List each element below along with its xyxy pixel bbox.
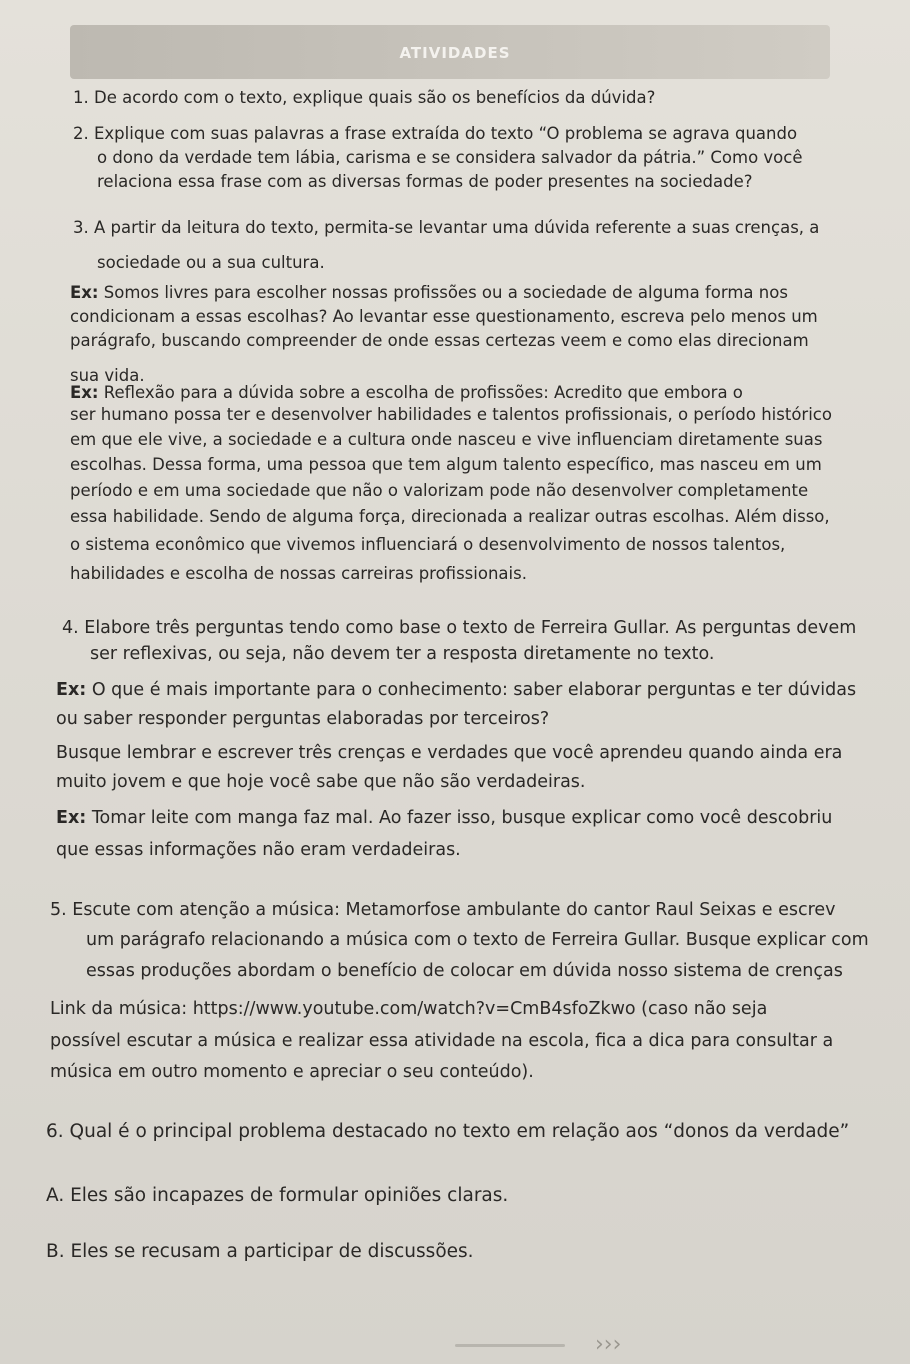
question-1: 1. De acordo com o texto, explique quais são os benefícios da dúvida? [73, 88, 656, 107]
example-3-line-4: sua vida. [70, 366, 145, 385]
question-4-line-2: ser reflexivas, ou seja, não devem ter a resposta diretamente no texto. [90, 644, 715, 664]
option-a: A. Eles são incapazes de formular opiniões claras. [46, 1185, 509, 1206]
example-4-line-1: Ex: O que é mais importante para o conhecimento: saber elaborar perguntas e ter dúvidas [56, 680, 857, 700]
reflection-line-7: o sistema econômico que vivemos influenciará o desenvolvimento de nossos talentos, [70, 535, 786, 554]
question-6: 6. Qual é o principal problema destacado no texto em relação aos “donos da verdade” [46, 1121, 850, 1142]
question-5-line-3: essas produções abordam o benefício de colocar em dúvida nosso sistema de crenças [86, 961, 843, 981]
example-4-line-2: ou saber responder perguntas elaboradas por terceiros? [56, 709, 550, 729]
page-title: ATIVIDADES [399, 44, 511, 62]
example-label: Ex: [70, 283, 99, 302]
question-3-line-1: 3. A partir da leitura do texto, permita-se levantar uma dúvida referente a suas crenças, a [73, 218, 820, 237]
beliefs-line-2: muito jovem e que hoje você sabe que não são verdadeiras. [56, 772, 586, 792]
example-label: Ex: [56, 680, 87, 700]
question-3-line-2: sociedade ou a sua cultura. [97, 253, 325, 272]
beliefs-example-line-2: que essas informações não eram verdadeiras. [56, 840, 461, 860]
beliefs-example-line-1: Ex: Tomar leite com manga faz mal. Ao fazer isso, busque explicar como você descobriu [56, 808, 833, 828]
chevron-right-icon: ››› [595, 1332, 622, 1357]
reflection-line-1: Ex: Reflexão para a dúvida sobre a escolha de profissões: Acredito que embora o [70, 383, 743, 402]
music-link-line-3: música em outro momento e apreciar o seu conteúdo). [50, 1062, 534, 1082]
reflection-line-5: período e em uma sociedade que não o valorizam pode não desenvolver completamente [70, 481, 809, 500]
example-3-line-1: Ex: Somos livres para escolher nossas profissões ou a sociedade de alguma forma nos [70, 283, 788, 302]
reflection-line-2: ser humano possa ter e desenvolver habilidades e talentos profissionais, o período histórico [70, 405, 832, 424]
question-2-line-3: relaciona essa frase com as diversas formas de poder presentes na sociedade? [97, 172, 753, 191]
reflection-line-3: em que ele vive, a sociedade e a cultura onde nasceu e vive influenciam diretamente suas [70, 430, 823, 449]
option-b: B. Eles se recusam a participar de discussões. [46, 1241, 474, 1262]
reflection-line-6: essa habilidade. Sendo de alguma força, direcionada a realizar outras escolhas. Além disso, [70, 507, 830, 526]
example-3-line-2: condicionam a essas escolhas? Ao levantar esse questionamento, escreva pelo menos um [70, 307, 818, 326]
question-4-line-1: 4. Elabore três perguntas tendo como base o texto de Ferreira Gullar. As perguntas devem [62, 618, 857, 638]
example-label: Ex: [56, 808, 87, 828]
question-2-line-1: 2. Explique com suas palavras a frase extraída do texto “O problema se agrava quando [73, 124, 798, 143]
reflection-line-4: escolhas. Dessa forma, uma pessoa que tem algum talento específico, mas nasceu em um [70, 455, 822, 474]
beliefs-line-1: Busque lembrar e escrever três crenças e verdades que você aprendeu quando ainda era [56, 743, 843, 763]
footer-divider [455, 1344, 565, 1347]
question-2-line-2: o dono da verdade tem lábia, carisma e se considera salvador da pátria.” Como você [97, 148, 803, 167]
music-link-line-1: Link da música: https://www.youtube.com/watch?v=CmB4sfoZkwo (caso não seja [50, 999, 768, 1019]
example-3-line-3: parágrafo, buscando compreender de onde essas certezas veem e como elas direcionam [70, 331, 809, 350]
example-label: Ex: [70, 383, 99, 402]
music-link-line-2: possível escutar a música e realizar essa atividade na escola, fica a dica para consultar a [50, 1031, 834, 1051]
question-5-line-1: 5. Escute com atenção a música: Metamorfose ambulante do cantor Raul Seixas e escrev [50, 900, 836, 920]
reflection-line-8: habilidades e escolha de nossas carreiras profissionais. [70, 564, 527, 583]
question-5-line-2: um parágrafo relacionando a música com o texto de Ferreira Gullar. Busque explicar com [86, 930, 869, 950]
